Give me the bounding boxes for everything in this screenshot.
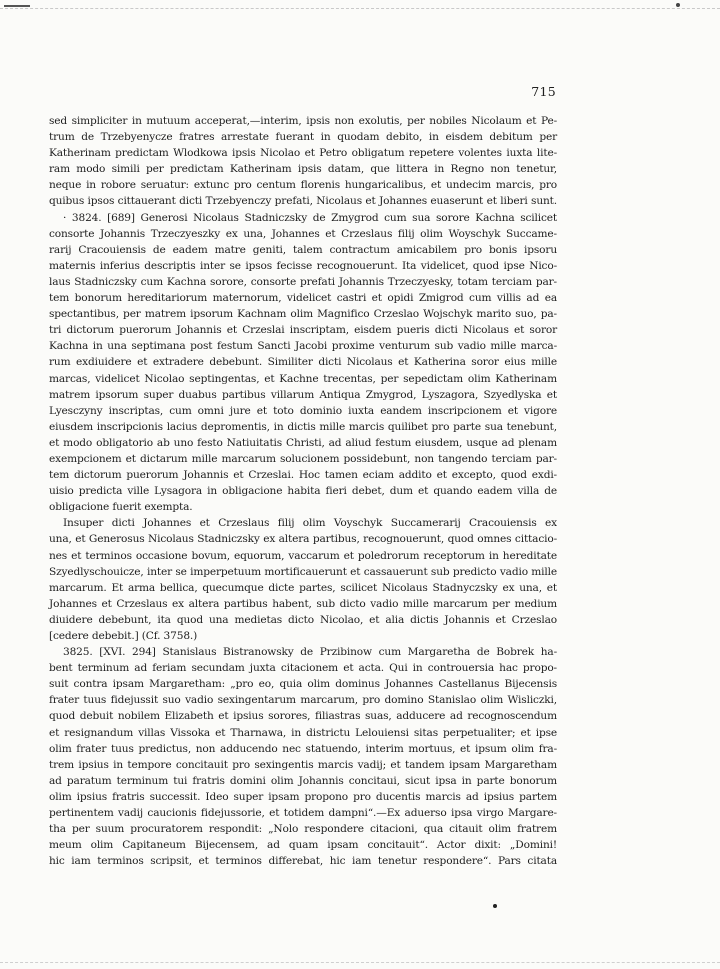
text-line: neque in robore seruatur: extunc pro centum florenis hungaricalibus, et undecim marcis, pro <box>49 179 557 192</box>
text-line: eiusdem inscripcionis lacius depromentis, in dictis mille marcis quilibet pro parte sua tenebunt, <box>49 420 557 433</box>
text-line: trem ipsius in tempore concitauit pro sexingentis marcis vadij; et tandem ipsam Margaretham <box>49 758 557 771</box>
text-line: sed simpliciter in mutuum acceperat,—interim, ipsis non exolutis, per nobiles Nicolaum et Pe- <box>49 115 557 127</box>
text-line: ad paratum terminum tui fratris domini olim Johannis concitaui, sicut ipsa in parte bonorum <box>49 774 557 787</box>
text-line: Szyedlyschouicze, inter se imperpetuum mortificauerunt et cassauerunt sub predicto vadio mille <box>49 565 557 578</box>
text-line: laus Stadniczsky cum Kachna sorore, consorte prefati Johannis Trzeczyesky, totam terciam par- <box>49 275 557 288</box>
text-line: suit contra ipsam Margaretham: „pro eo, quia olim dominus Johannes Castellanus Bijecensis <box>49 678 557 691</box>
text-line: matrem ipsorum super duabus partibus villarum Antiqua Zmygrod, Lyszagora, Szyedlyska et <box>49 388 557 401</box>
text-line: obligacione fuerit exempta. <box>49 501 193 514</box>
text-line: marcas, videlicet Nicolao septingentas, et Kachne trecentas, per sepedictam olim Katherinam <box>49 372 557 385</box>
text-line: tha per suum procuratorem respondit: „Nolo respondere citacioni, qua citauit olim fratrem <box>49 823 557 836</box>
scan-dot-mark <box>676 3 680 7</box>
text-line: Kachna in una septimana post festum Sancti Jacobi proxime venturum sub vadio mille marca- <box>49 340 557 353</box>
text-line: bent terminum ad feriam secundam juxta citacionem et acta. Qui in controuersia hac propo- <box>49 662 557 675</box>
text-line: pertinentem vadij caucionis fidejussorie, et totidem dampni“.—Ex aduerso ipsa virgo Margare- <box>49 807 557 820</box>
text-line: tem bonorum hereditariorum maternorum, videlicet castri et opidi Zmigrod cum villis ad ea <box>49 292 557 305</box>
document-body <box>49 113 557 869</box>
page-number: 715 <box>531 84 556 99</box>
text-line: 3825. [XVI. 294] Stanislaus Bistranowsky de Przibinow cum Margaretha de Bobrek ha- <box>63 646 557 659</box>
text-line: [cedere debebit.] (Cf. 3758.) <box>49 630 198 642</box>
text-line: et modo obligatorio ab uno festo Natiuitatis Christi, ad aliud festum eiusdem, usque ad plenam <box>49 436 557 449</box>
text-line: olim frater tuus predictus, non adducendo nec statuendo, interim mortuus, et ipsum olim fra- <box>49 742 557 755</box>
text-line: quibus ipsos cittauerant dicti Trzebyenczy prefati, Nicolaus et Johannes euaserunt et liberi sunt. <box>49 195 557 208</box>
text-line: trum de Trzebyenycze fratres arrestate fuerant in quodam debito, in eisdem debitum per <box>49 131 557 144</box>
text-line: tem dictorum puerorum Johannis et Crzeslai. Hoc tamen eciam addito et excepto, quod exdi- <box>49 469 557 482</box>
scan-corner-mark <box>4 5 30 7</box>
text-line: meum olim Capitaneum Bijecensem, ad quam ipsam concitauit“. Actor dixit: „Domini! <box>49 839 557 852</box>
text-line: tri dictorum puerorum Johannis et Crzeslai inscriptam, eisdem pueris dicti Nicolaus et soror <box>49 324 557 337</box>
text-line: uisio predicta ville Lysagora in obligacione habita fieri debet, dum et quando eadem villa de <box>49 485 557 498</box>
scan-top-edge <box>0 8 720 9</box>
text-line: et resignandum villas Vissoka et Tharnawa, in districtu Lelouiensi sitas perpetualiter; et ipse <box>49 726 557 739</box>
text-line: exempcionem et dictarum mille marcarum solucionem possidebunt, non tangendo terciam par- <box>49 452 557 465</box>
text-line: rum exdiuidere et extradere debebunt. Similiter dicti Nicolaus et Katherina soror eius mille <box>49 356 557 369</box>
text-line: olim ipsius fratris successit. Ideo super ipsam propono pro ducentis marcis ad ipsius partem <box>49 790 557 803</box>
text-line: marcarum. Et arma bellica, quecumque dicte partes, scilicet Nicolaus Stadnyczsky ex una, et <box>49 581 557 594</box>
text-line: hic iam terminos scripsit, et terminos differebat, hic iam tenetur respondere“. Pars citata <box>49 855 557 868</box>
scan-bottom-edge <box>0 962 720 963</box>
text-line: frater tuus fidejussit suo vadio sexingentarum marcarum, pro domino Stanislao olim Wisliczki, <box>49 694 557 707</box>
text-line: spectantibus, per matrem ipsorum Kachnam olim Magnifico Crzeslao Wojschyk marito suo, pa- <box>49 308 557 321</box>
text-line: Lyesczyny inscriptas, cum omni jure et toto dominio iuxta eandem inscripcionem et vigore <box>49 404 557 417</box>
text-line: rarij Cracouiensis de eadem matre geniti, talem contractum amicabilem pro bonis ipsoru <box>49 243 557 256</box>
text-line: quod debuit nobilem Elizabeth et ipsius sorores, filiastras suas, adducere ad recognoscendum <box>49 710 557 723</box>
text-line: nes et terminos occasione bovum, equorum, vaccarum et poledrorum receptorum in hereditate <box>49 549 557 562</box>
text-line: · 3824. [689] Generosi Nicolaus Stadniczsky de Zmygrod cum sua sorore Kachna scilicet <box>63 211 557 224</box>
text-line: Johannes et Crzeslaus ex altera partibus habent, sub dicto vadio mille marcarum per medium <box>49 597 557 610</box>
text-line: Katherinam predictam Wlodkowa ipsis Nicolao et Petro obligatum repetere volentes iuxta lite- <box>49 147 557 160</box>
printer-dot-mark <box>493 904 497 908</box>
text-line: consorte Johannis Trzeczyeszky ex una, Johannes et Crzeslaus filij olim Woyschyk Succame- <box>49 227 557 240</box>
text-line: diuidere debebunt, ita quod una medietas dicto Nicolao, et alia dictis Johannis et Crzeslao <box>49 613 557 626</box>
text-line: maternis inferius descriptis inter se ipsos fecisse recognouerunt. Ita videlicet, quod ipse Nico- <box>49 259 557 272</box>
text-line: ram modo simili per predictam Katherinam ipsis datam, que littera in Regno non tenetur, <box>49 163 557 176</box>
text-line: una, et Generosus Nicolaus Stadniczsky ex altera partibus, recognouerunt, quod omnes cittacio- <box>49 533 557 546</box>
text-line: Insuper dicti Johannes et Crzeslaus filij olim Voyschyk Succamerarij Cracouiensis ex <box>63 517 557 530</box>
